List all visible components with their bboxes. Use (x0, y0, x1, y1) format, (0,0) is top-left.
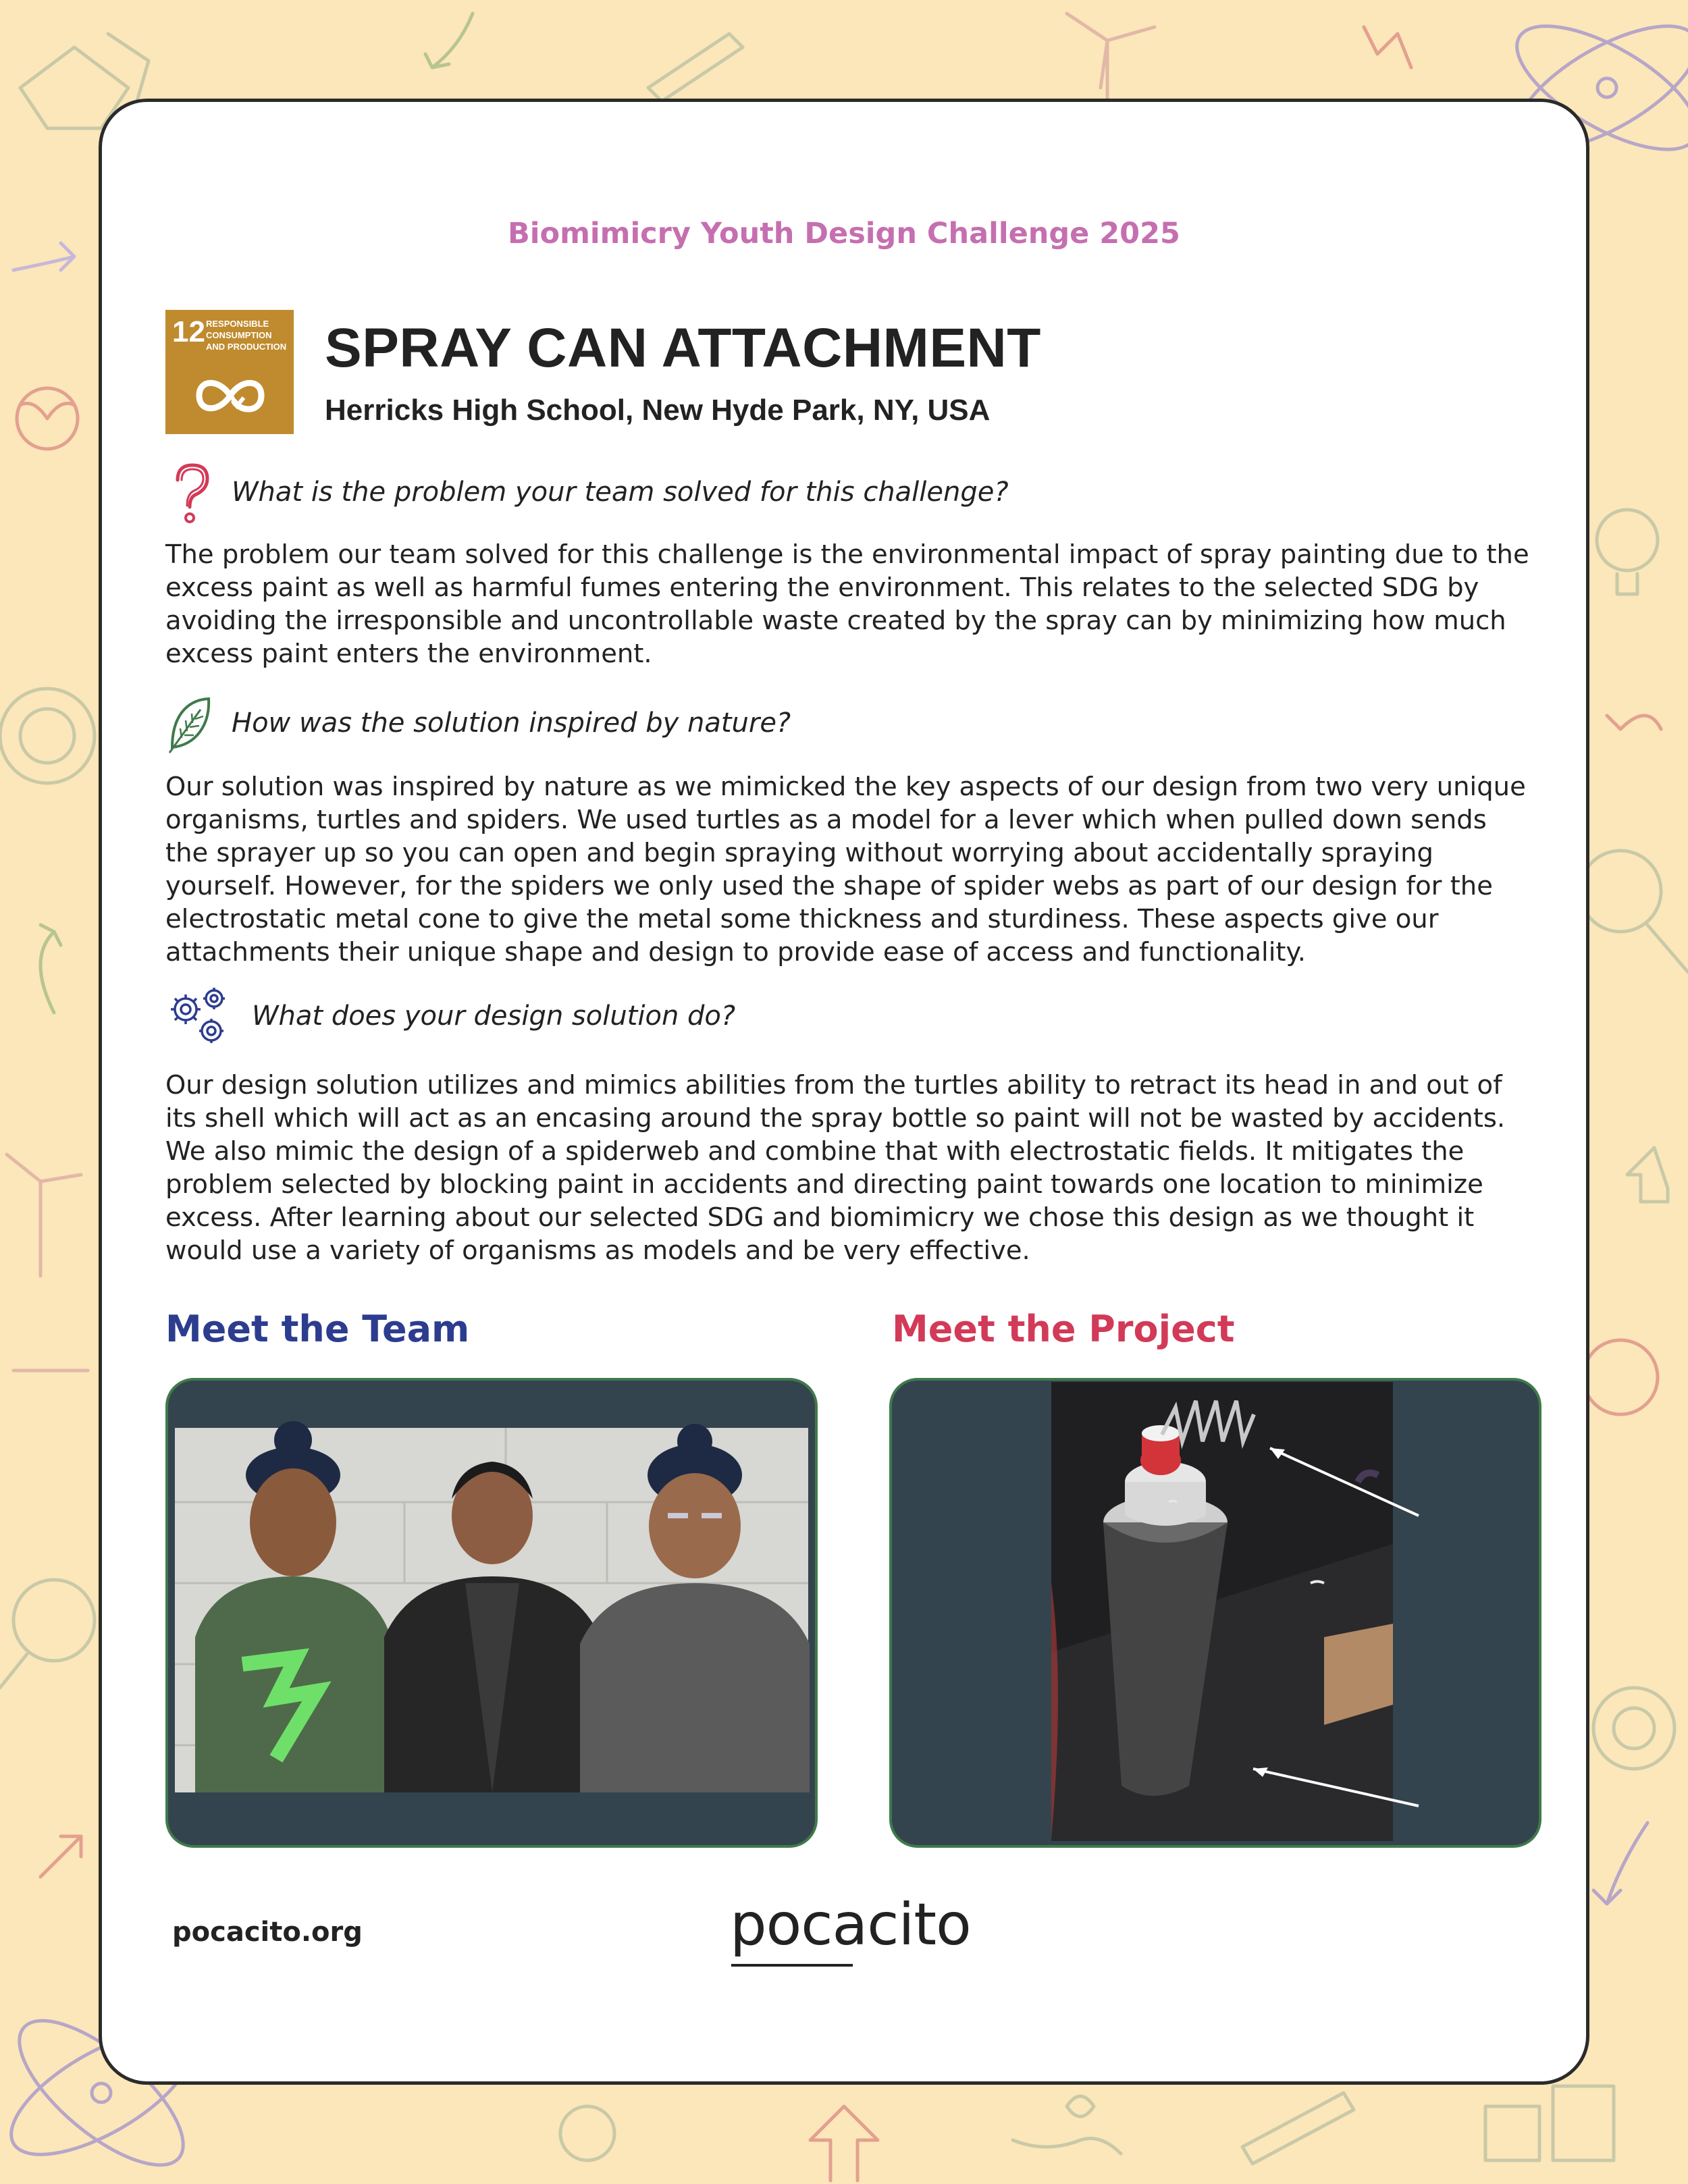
question-solution (165, 984, 735, 1048)
arrow-icon (1607, 716, 1661, 729)
sdg-number: 12 (172, 315, 205, 348)
books-icon (1485, 2086, 1614, 2160)
question-problem (165, 460, 1009, 525)
arrow-icon (41, 1836, 81, 1877)
arrow-icon (1364, 27, 1411, 68)
sdg-badge (165, 310, 294, 434)
answer-problem: The problem our team solved for this challenge is the environmental impact of spray painting due to the excess paint as well as harmful fumes entering the environment. This relates to the selected SDG by avoiding the irresponsible and uncontrollable waste created by the spray can by minimizing how much excess paint enters the environment. (165, 539, 1529, 669)
sdg-label-line: RESPONSIBLE (206, 319, 269, 329)
answer-nature: Our solution was inspired by nature as we mimicked the key aspects of our design from two very unique organisms, turtles and spiders. We used turtles as a model for a lever which when pulled down sends the sprayer up so you can open and begin spraying without worrying about accidentally spraying yourself. However, for the spiders we only used the shape of spider webs as part of our design for the electrostatic metal cone to give the metal some thickness and sturdiness. These aspects give our attachments their unique shape and design to provide ease of access and functionality. (165, 772, 1526, 967)
arrow-icon (1627, 1148, 1668, 1202)
project-photo (892, 1381, 1539, 1845)
question-nature (165, 691, 791, 755)
arrow-icon (1593, 1823, 1647, 1904)
answer-solution: Our design solution utilizes and mimics abilities from the turtles ability to retract its head in and out of its shell which will act as an encasing around the spray bottle so paint will not be wasted by accidents. We also mimic the design of a spiderweb and combine that with electrostatic fields. It mitigates the problem selected by blocking paint in accidents and directing paint towards one location to minimize excess. After learning about our selected SDG and biomimicry we chose this design as we thought it would use a variety of organisms as models and be very effective. (165, 1070, 1506, 1266)
school-name: Herricks High School, New Hyde Park, NY, USA (325, 394, 991, 427)
arrow-icon (41, 925, 61, 1013)
arrow-icon (425, 14, 473, 68)
infinity-icon (192, 372, 268, 419)
project-title: SPRAY CAN ATTACHMENT (325, 317, 1041, 379)
logo-underline (731, 1964, 853, 1967)
team-photo-frame (165, 1378, 818, 1848)
project-heading: Meet the Project (892, 1308, 1235, 1350)
team-photo (168, 1381, 815, 1845)
hand-icon (1013, 2096, 1121, 2154)
sdg-label-line: CONSUMPTION (206, 330, 272, 340)
question-text: What is the problem your team solved for this challenge? (232, 477, 1009, 508)
question-text: How was the solution inspired by nature? (232, 708, 791, 739)
pocacito-logo: pocacito (730, 1891, 971, 1959)
footer-url[interactable]: pocacito.org (172, 1917, 363, 1948)
leaf-icon (165, 691, 213, 755)
question-mark-icon (165, 460, 213, 525)
challenge-name: Biomimicry Youth Design Challenge 2025 (508, 217, 1180, 250)
sdg-label-line: AND PRODUCTION (206, 342, 287, 352)
team-heading: Meet the Team (165, 1308, 470, 1350)
question-text: What does your design solution do? (252, 1001, 736, 1032)
project-photo-frame (889, 1378, 1541, 1848)
arrow-icon (14, 243, 74, 270)
sdg-label (206, 318, 290, 352)
content-card (99, 99, 1589, 2085)
gears-icon (165, 984, 233, 1048)
arrow-icon (810, 2106, 878, 2181)
